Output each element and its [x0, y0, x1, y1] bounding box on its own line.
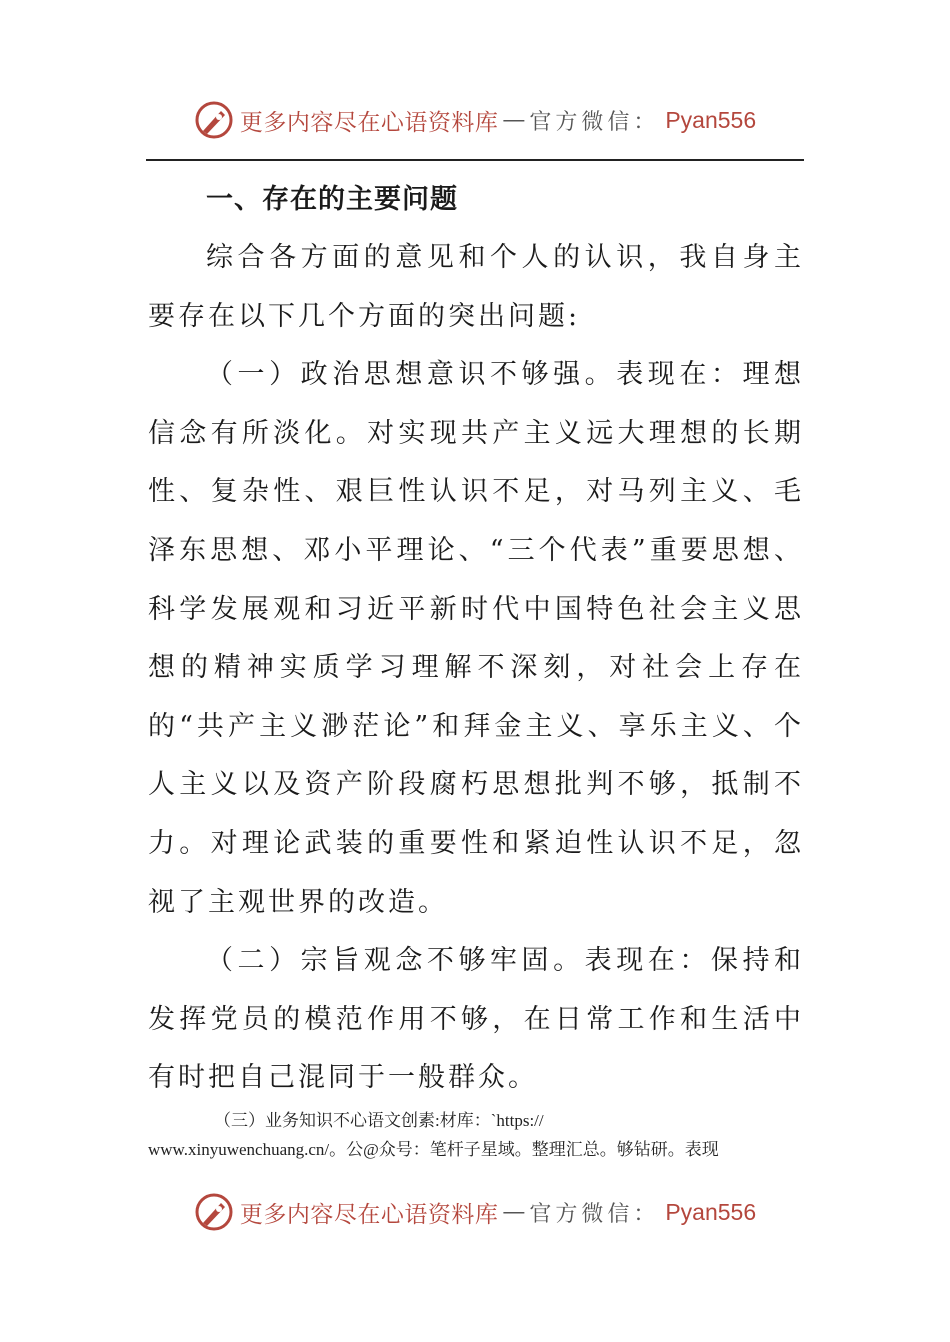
paragraph-item-1: （一）政治思想意识不够强。表现在：理想信念有所淡化。对实现共产主义远大理想的长期性、复杂性、艰巨性认识不足，对马列主义、毛泽东思想、邓小平理论、“三个代表”重要思想、科学发展观和习近平新时代中国特色社会主义思想的精神实质学习理解不深刻，对社会上存在的“共产主义渺茫论”和拜金主义、享乐主义、个人主义以及资产阶段腐朽思想批判不够，抵制不力。对理论武装的重要性和紧迫性认识不足，忽视了主观世界的改造。	[148, 359, 804, 918]
banner-dash: —	[502, 107, 526, 133]
document-body	[148, 171, 804, 1108]
banner-dash: —	[502, 1199, 526, 1225]
banner-wechat-label: 官方微信：	[529, 109, 660, 135]
paragraph-item-2: （二）宗旨观念不够牢固。表现在：保持和发挥党员的模范作用不够，在日常工作和生活中有时把自己混同于一般群众。	[148, 945, 804, 1094]
pen-logo-icon	[194, 1192, 234, 1232]
banner-title: 更多内容尽在心语资料库	[239, 109, 499, 136]
paragraph-intro: 综合各方面的意见和个人的认识，我自身主要存在以下几个方面的突出问题:	[148, 242, 804, 332]
footer-banner	[0, 1184, 950, 1240]
banner-title: 更多内容尽在心语资料库	[239, 1201, 499, 1228]
watermark-line-1: （三）业务知识不心语文创素:材库：`https://	[214, 1111, 544, 1130]
banner-wechat-id: Pyan556	[665, 106, 757, 133]
header-rule	[146, 159, 804, 161]
watermark-line-2: www.xinyuwenchuang.cn/。公@众号：笔杆子星域。整理汇总。够钻研。表现	[148, 1140, 719, 1159]
pen-logo-icon	[194, 100, 234, 140]
banner-wechat-label: 官方微信：	[529, 1201, 660, 1227]
header-banner	[0, 92, 950, 148]
watermark-text-block	[148, 1106, 804, 1164]
section-heading: 一、存在的主要问题	[206, 184, 458, 215]
banner-wechat-id: Pyan556	[665, 1198, 757, 1225]
